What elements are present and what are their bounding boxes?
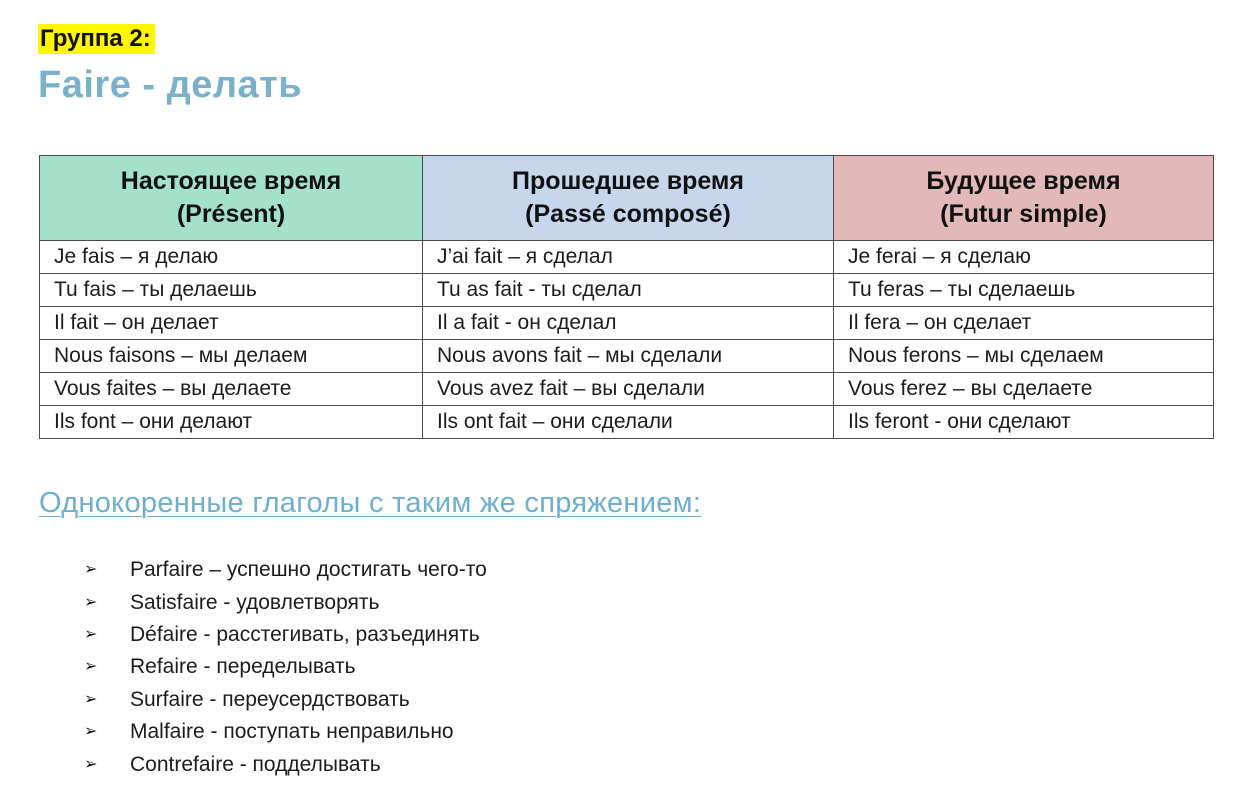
group-label: Группа 2:: [38, 24, 155, 54]
table-cell-future: Il fera – он сделает: [834, 307, 1214, 340]
list-item: [84, 716, 487, 748]
header-future-title: Будущее время: [926, 167, 1121, 195]
header-past-subtitle: (Passé composé): [525, 200, 731, 228]
table-cell-past: Ils ont fait – они сделали: [423, 406, 834, 439]
arrow-bullet-icon: ➢: [84, 723, 98, 741]
table-cell-future: Tu feras – ты сделаешь: [834, 274, 1214, 307]
header-present-title: Настоящее время: [120, 167, 342, 195]
verb-title: Faire - делать: [38, 64, 303, 106]
table-cell-present: Ils font – они делают: [40, 406, 423, 439]
table-header-row: [40, 156, 1214, 241]
list-item: [84, 651, 487, 683]
table-row: [40, 340, 1214, 373]
table-cell-present: Vous faites – вы делаете: [40, 373, 423, 406]
table-cell-present: Tu fais – ты делаешь: [40, 274, 423, 307]
table-row: [40, 274, 1214, 307]
table-cell-past: Il a fait - он сделал: [423, 307, 834, 340]
header-past: [423, 156, 834, 241]
table-row: [40, 373, 1214, 406]
header-future: [834, 156, 1214, 241]
table-cell-past: Nous avons fait – мы сделали: [423, 340, 834, 373]
header-past-title: Прошедшее время: [511, 167, 744, 195]
table-cell-past: Vous avez fait – вы сделали: [423, 373, 834, 406]
list-item-text: Défaire - расстегивать, разъединять: [130, 622, 480, 646]
related-verbs-list: [84, 554, 487, 781]
list-item: [84, 748, 487, 780]
table-cell-future: Je ferai – я сделаю: [834, 241, 1214, 274]
list-item-text: Refaire - переделывать: [130, 655, 356, 679]
table-cell-present: Nous faisons – мы делаем: [40, 340, 423, 373]
list-item: [84, 586, 487, 618]
arrow-bullet-icon: ➢: [84, 625, 98, 643]
table-cell-present: Je fais – я делаю: [40, 241, 423, 274]
table-cell-past: Tu as fait - ты сделал: [423, 274, 834, 307]
conjugation-table: [39, 155, 1214, 439]
list-item-text: Satisfaire - удовлетворять: [130, 590, 380, 614]
table-row: [40, 406, 1214, 439]
header-present-subtitle: (Présent): [176, 200, 286, 228]
list-item: [84, 684, 487, 716]
table-row: [40, 307, 1214, 340]
list-item: [84, 554, 487, 586]
list-item: [84, 619, 487, 651]
arrow-bullet-icon: ➢: [84, 658, 98, 676]
list-item-text: Contrefaire - подделывать: [130, 752, 381, 776]
list-item-text: Parfaire – успешно достигать чего-то: [130, 558, 487, 582]
table-cell-future: Nous ferons – мы сделаем: [834, 340, 1214, 373]
list-item-text: Surfaire - переусердствовать: [130, 687, 410, 711]
arrow-bullet-icon: ➢: [84, 561, 98, 579]
table-cell-future: Vous ferez – вы сделаете: [834, 373, 1214, 406]
table-cell-present: Il fait – он делает: [40, 307, 423, 340]
header-present: [40, 156, 423, 241]
related-verbs-heading: Однокоренные глаголы с таким же спряжением:: [39, 487, 702, 519]
arrow-bullet-icon: ➢: [84, 690, 98, 708]
list-item-text: Malfaire - поступать неправильно: [130, 720, 454, 744]
table-row: [40, 241, 1214, 274]
arrow-bullet-icon: ➢: [84, 593, 98, 611]
table-cell-future: Ils feront - они сделают: [834, 406, 1214, 439]
table-cell-past: J’ai fait – я сделал: [423, 241, 834, 274]
header-future-subtitle: (Futur simple): [940, 200, 1107, 228]
arrow-bullet-icon: ➢: [84, 755, 98, 773]
